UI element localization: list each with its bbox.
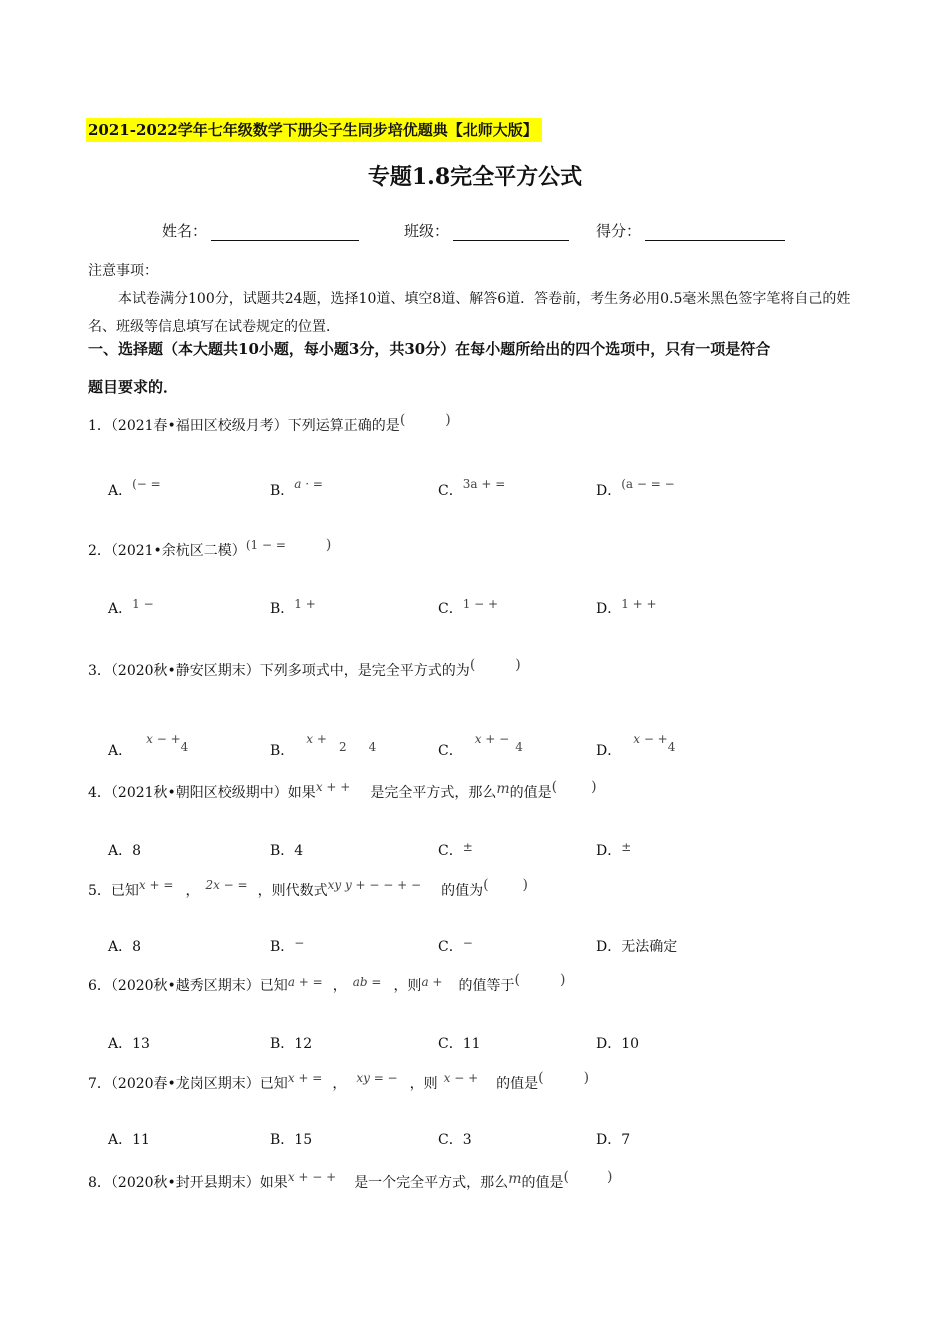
question-tail2: 的值是 [496, 1076, 539, 1092]
paren-close: ) [325, 537, 332, 553]
name-field[interactable] [162, 220, 359, 241]
option-label: A． [108, 1132, 133, 1148]
question-text: 已知 [110, 883, 139, 899]
option-label: B． [270, 483, 295, 499]
question-tail: ，则 [393, 978, 422, 994]
option-label: C． [438, 483, 463, 499]
option-label: A． [108, 601, 133, 617]
option-expr: 8 [132, 843, 142, 859]
option-d[interactable] [596, 1033, 639, 1053]
paren-open: ( [538, 1070, 544, 1086]
paren-close: ) [515, 657, 521, 673]
class-field[interactable] [404, 220, 569, 241]
name-blank[interactable] [211, 225, 359, 241]
option-expr: x − + [633, 732, 668, 746]
question-tail2: 的值是 [509, 785, 552, 801]
inline-expr: x + = [138, 878, 174, 892]
option-label: D． [596, 483, 622, 499]
option-d[interactable] [596, 1129, 630, 1149]
option-a[interactable] [108, 477, 161, 500]
option-expr: 7 [621, 1132, 631, 1148]
paren-open: ( [551, 779, 558, 795]
option-c[interactable] [438, 840, 473, 860]
option-b[interactable] [270, 598, 316, 618]
option-label: A． [108, 483, 133, 499]
class-blank[interactable] [453, 225, 569, 241]
option-expr: 3a + = [462, 477, 506, 491]
inline-expr: (1 − = [245, 538, 286, 552]
question-7: 7．（2020春•龙岗区期末）已知x + = ， xy = − ，则 x − + 的值是( ) [88, 1070, 590, 1092]
question-number: 6． [88, 978, 111, 994]
question-4 [88, 779, 597, 802]
question-text: （2021秋•朝阳区校级期中）如果 [110, 785, 316, 801]
name-label: 姓名： [162, 222, 208, 240]
option-label: B． [270, 1036, 295, 1052]
option-label: B． [270, 601, 295, 617]
option-expr: (a − = − [621, 477, 675, 491]
option-expr: − [462, 936, 473, 950]
option-label: C． [438, 939, 463, 955]
variable-m: m [496, 781, 510, 797]
inline-expr-2: xy = − [356, 1071, 398, 1085]
question-number: 2． [88, 543, 111, 559]
question-tail: 是一个完全平方式，那么 [354, 1175, 509, 1191]
question-8 [88, 1169, 613, 1192]
option-label: B． [270, 1132, 295, 1148]
option-expr: x − + [146, 732, 181, 746]
question-text: （2020秋•静安区期末）下列多项式中，是完全平方式的为 [110, 663, 470, 679]
section-heading-line2: 题目要求的． [88, 378, 179, 396]
paren-close: ) [583, 1070, 590, 1086]
question-tail: 是完全平方式，那么 [370, 785, 497, 801]
question-number: 8． [88, 1175, 111, 1191]
option-expr: x + [306, 732, 327, 746]
page-title: 专题1.8完全平方公式 [367, 164, 583, 190]
question-3 [88, 657, 521, 680]
question-text: （2020秋•越秀区期末）已知 [110, 978, 288, 994]
score-label: 得分： [596, 222, 642, 240]
inline-expr-3: a + [421, 975, 443, 989]
option-b[interactable] [270, 1033, 312, 1053]
option-expr: (− = [132, 477, 161, 491]
option-c[interactable] [438, 1033, 481, 1053]
notice-body: 本试卷满分100分，试题共24题，选择10道、填空8道、解答6道．答卷前，考生务必用0.5毫米黑色签字笔将自己的姓名、班级等信息填写在试卷规定的位置． [88, 291, 851, 335]
score-blank[interactable] [645, 225, 785, 241]
paren-close: ) [559, 972, 566, 988]
fraction-denominator: 4 [180, 740, 189, 754]
option-c[interactable] [438, 936, 473, 956]
option-d[interactable] [596, 936, 677, 956]
option-a[interactable] [108, 1129, 150, 1149]
option-expr: 1 + [294, 597, 316, 611]
option-label: D． [596, 843, 622, 859]
option-c[interactable] [438, 477, 506, 500]
paren-close: ) [591, 779, 597, 795]
question-number: 5． [88, 883, 111, 899]
option-expr: 3 [462, 1132, 472, 1148]
option-expr: 13 [132, 1036, 150, 1052]
paren-open: ( [399, 412, 406, 428]
option-label: C． [438, 843, 463, 859]
option-label: A． [108, 1036, 133, 1052]
paren-open: ( [469, 657, 476, 673]
option-expr: − [294, 936, 305, 950]
option-label: C． [438, 1132, 463, 1148]
option-label: D． [596, 1036, 622, 1052]
option-d[interactable] [596, 840, 631, 860]
option-label: B． [270, 743, 295, 759]
inline-expr-2: 2x − = [205, 878, 248, 892]
paren-close: ) [445, 412, 451, 428]
option-label: A． [108, 743, 133, 759]
fraction-denominator: 4 [515, 740, 523, 754]
question-number: 3． [88, 663, 111, 679]
option-expr: 无法确定 [621, 939, 678, 955]
inline-expr: x + + [315, 780, 351, 794]
option-expr: 8 [132, 939, 142, 955]
option-label: A． [108, 843, 133, 859]
option-label: C． [438, 1036, 463, 1052]
option-b[interactable] [270, 1129, 312, 1149]
option-d[interactable] [596, 477, 675, 500]
paren-open: ( [563, 1169, 569, 1185]
option-expr: x + − [474, 732, 510, 746]
option-expr: 11 [462, 1036, 481, 1052]
paren-open: ( [514, 972, 520, 988]
inline-expr-3: x − + [443, 1071, 479, 1085]
question-number: 1． [88, 418, 111, 434]
option-expr: 1 − [132, 597, 154, 611]
option-expr: ± [462, 840, 473, 854]
option-label: A． [108, 939, 133, 955]
score-field[interactable] [596, 220, 785, 241]
paren-close: ) [606, 1169, 613, 1185]
notice-heading: 注意事项： [88, 263, 158, 279]
class-label: 班级： [404, 222, 450, 240]
section-heading-line1: 一、选择题（本大题共10小题，每小题3分，共30分）在每小题所给出的四个选项中，只有一项是符合 [88, 340, 771, 358]
option-expr: 4 [294, 843, 304, 859]
question-tail2: 的值为 [441, 883, 484, 899]
option-d[interactable] [596, 732, 676, 760]
question-text: （2020秋•封开县期末）如果 [110, 1175, 288, 1191]
option-b[interactable] [270, 840, 303, 860]
fraction-denominator: 4 [667, 740, 676, 754]
option-expr: a · = [294, 477, 323, 491]
option-a[interactable] [108, 598, 154, 618]
option-a[interactable] [108, 840, 141, 860]
question-text: （2021•余杭区二模） [110, 543, 246, 559]
option-b[interactable] [270, 732, 377, 760]
question-text: （2020春•龙岗区期末）已知 [110, 1076, 288, 1092]
option-label: C． [438, 743, 463, 759]
option-b[interactable] [270, 477, 323, 500]
question-5: 5．已知x + = ， 2x − = ，则代数式xy y + − − + − 的值为( ) [88, 877, 529, 899]
question-tail2: 的值是 [521, 1175, 564, 1191]
question-tail: ，则 [409, 1076, 438, 1092]
option-c[interactable] [438, 732, 523, 760]
inline-expr-2: ab = [352, 975, 382, 989]
option-expr: 1 + + [621, 597, 657, 611]
option-c[interactable] [438, 598, 498, 618]
option-label: C． [438, 601, 463, 617]
inline-expr: x + − + [287, 1170, 337, 1184]
inline-expr: a + = [287, 975, 323, 989]
question-number: 4． [88, 785, 111, 801]
option-a[interactable] [108, 732, 189, 760]
option-label: D． [596, 1132, 622, 1148]
option-d[interactable] [596, 598, 657, 618]
question-text: （2021春•福田区校级月考）下列运算正确的是 [110, 418, 400, 434]
inline-expr: x + = [287, 1071, 323, 1085]
option-label: D． [596, 743, 622, 759]
fraction-denominator: 4 [368, 740, 377, 754]
fraction-denominator: 2 [338, 740, 347, 754]
paren-close: ) [522, 877, 529, 893]
option-a[interactable] [108, 1033, 150, 1053]
option-a[interactable] [108, 936, 141, 956]
series-title: 2021-2022学年七年级数学下册尖子生同步培优题典【北师大版】 [86, 118, 542, 142]
question-6: 6．（2020秋•越秀区期末）已知a + = ， ab = ，则a + 的值等于( ) [88, 972, 566, 994]
variable-m: m [508, 1171, 522, 1187]
question-tail: ，则代数式 [257, 883, 328, 899]
option-label: B． [270, 843, 295, 859]
question-tail2: 的值等于 [458, 978, 515, 994]
question-1 [88, 412, 451, 435]
option-expr: 10 [621, 1036, 640, 1052]
option-label: B． [270, 939, 295, 955]
option-expr: 15 [294, 1132, 313, 1148]
option-expr: ± [621, 840, 632, 854]
option-b[interactable] [270, 936, 304, 956]
question-number: 7． [88, 1076, 111, 1092]
option-expr: 11 [132, 1132, 150, 1148]
option-label: D． [596, 601, 622, 617]
option-label: D． [596, 939, 622, 955]
question-2 [88, 537, 332, 560]
paren-open: ( [483, 877, 489, 893]
inline-expr-3: xy y + − − + − [327, 878, 422, 892]
option-expr: 1 − + [462, 597, 499, 611]
option-expr: 12 [294, 1036, 313, 1052]
option-c[interactable] [438, 1129, 472, 1149]
